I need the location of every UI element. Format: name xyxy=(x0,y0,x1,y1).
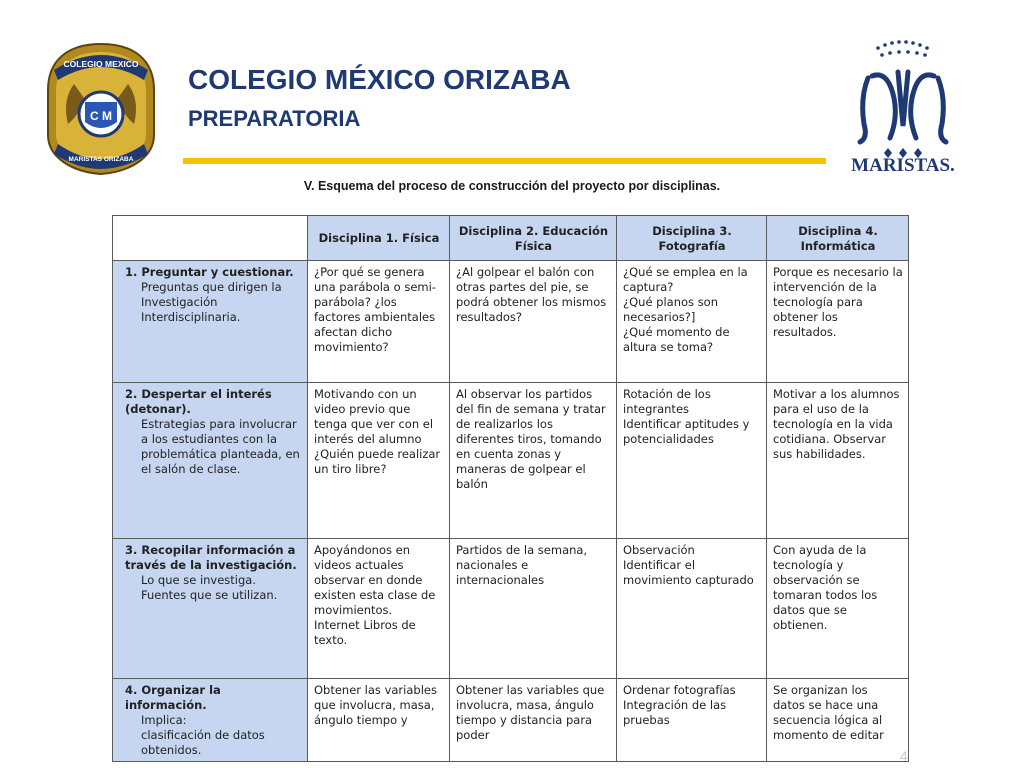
page-title: COLEGIO MÉXICO ORIZABA xyxy=(188,64,571,95)
table-cell: Al observar los partidos del fin de semana y tratar de realizarlos los diferentes tiros, tomando en cuenta zonas y maneras de golpear el balón xyxy=(450,383,617,539)
table-cell: Apoyándonos en videos actuales observar en donde existen esta clase de movimientos. Internet Libros de texto. xyxy=(308,539,450,679)
crest-bottom-text: MARISTAS ORIZABA xyxy=(68,156,134,163)
table-cell: ¿Por qué se genera una parábola o semi-parábola? ¿los factores ambientales afectan dicho movimiento? xyxy=(308,261,450,383)
maristas-logo xyxy=(838,38,968,176)
row-header-cell xyxy=(113,539,308,679)
stars-arc-icon xyxy=(876,40,929,57)
crest-top-text: COLEGIO MEXICO xyxy=(63,59,139,69)
table-cell: Con ayuda de la tecnología y observación se tomaran todos los datos que se obtienen. xyxy=(767,539,909,679)
row-description: Implica: clasificación de datos obtenidos. xyxy=(141,712,265,757)
row-title: 1. Preguntar y cuestionar. xyxy=(125,265,294,279)
colegio-mexico-crest-logo xyxy=(44,40,158,176)
table-cell: ¿Al golpear el balón con otras partes del pie, se podrá obtener los mismos resultados? xyxy=(450,261,617,383)
gold-divider xyxy=(183,158,826,164)
row-header-cell xyxy=(113,383,308,539)
table-cell: ¿Qué se emplea en la captura? ¿Qué planos son necesarios?] ¿Qué momento de altura se toma? xyxy=(617,261,767,383)
table-cell: Motivar a los alumnos para el uso de la tecnología en la vida cotidiana. Observar sus habilidades. xyxy=(767,383,909,539)
column-header-educacion-fisica: Disciplina 2. Educación Física xyxy=(450,216,617,261)
row-description: Lo que se investiga. Fuentes que se utilizan. xyxy=(141,572,278,602)
table-cell: Rotación de los integrantes Identificar aptitudes y potencialidades xyxy=(617,383,767,539)
table-cell: Partidos de la semana, nacionales e internacionales xyxy=(450,539,617,679)
column-header-informatica: Disciplina 4. Informática xyxy=(767,216,909,261)
page-number: 4 xyxy=(900,748,908,764)
row-title: 4. Organizar la información. xyxy=(125,683,221,712)
table-cell: Ordenar fotografías Integración de las pruebas xyxy=(617,679,767,762)
table-row xyxy=(113,261,909,383)
row-header-cell xyxy=(113,679,308,762)
row-title: 3. Recopilar información a través de la investigación. xyxy=(125,543,297,572)
table-cell: Obtener las variables que involucra, masa, ángulo tiempo y xyxy=(308,679,450,762)
table-header-row xyxy=(113,216,909,261)
page-subtitle: PREPARATORIA xyxy=(188,106,361,131)
discipline-scheme-table xyxy=(112,215,909,762)
section-title: V. Esquema del proceso de construcción del proyecto por disciplinas. xyxy=(303,179,721,193)
row-description: Preguntas que dirigen la Investigación Interdisciplinaria. xyxy=(141,279,282,324)
table-corner-cell xyxy=(113,216,308,261)
am-monogram-icon xyxy=(860,72,946,142)
column-header-fotografia: Disciplina 3. Fotografía xyxy=(617,216,767,261)
row-title: 2. Despertar el interés (detonar). xyxy=(125,387,272,416)
row-header-cell xyxy=(113,261,308,383)
table-row xyxy=(113,679,909,762)
maristas-wordmark: MARISTAS. xyxy=(851,155,955,176)
table-cell: Se organizan los datos se hace una secuencia lógica al momento de editar xyxy=(767,679,909,762)
crest-monogram: C M xyxy=(90,109,112,123)
table-row xyxy=(113,383,909,539)
column-header-fisica: Disciplina 1. Física xyxy=(308,216,450,261)
row-description: Estrategias para involucrar a los estudiantes con la problemática planteada, en el salón de clase. xyxy=(141,416,300,476)
table-cell: Obtener las variables que involucra, masa, ángulo tiempo y distancia para poder xyxy=(450,679,617,762)
table-row xyxy=(113,539,909,679)
table-cell: Observación Identificar el movimiento capturado xyxy=(617,539,767,679)
table-cell: Porque es necesario la intervención de la tecnología para obtener los resultados. xyxy=(767,261,909,383)
table-cell: Motivando con un video previo que tenga que ver con el interés del alumno ¿Quién puede realizar un tiro libre? xyxy=(308,383,450,539)
